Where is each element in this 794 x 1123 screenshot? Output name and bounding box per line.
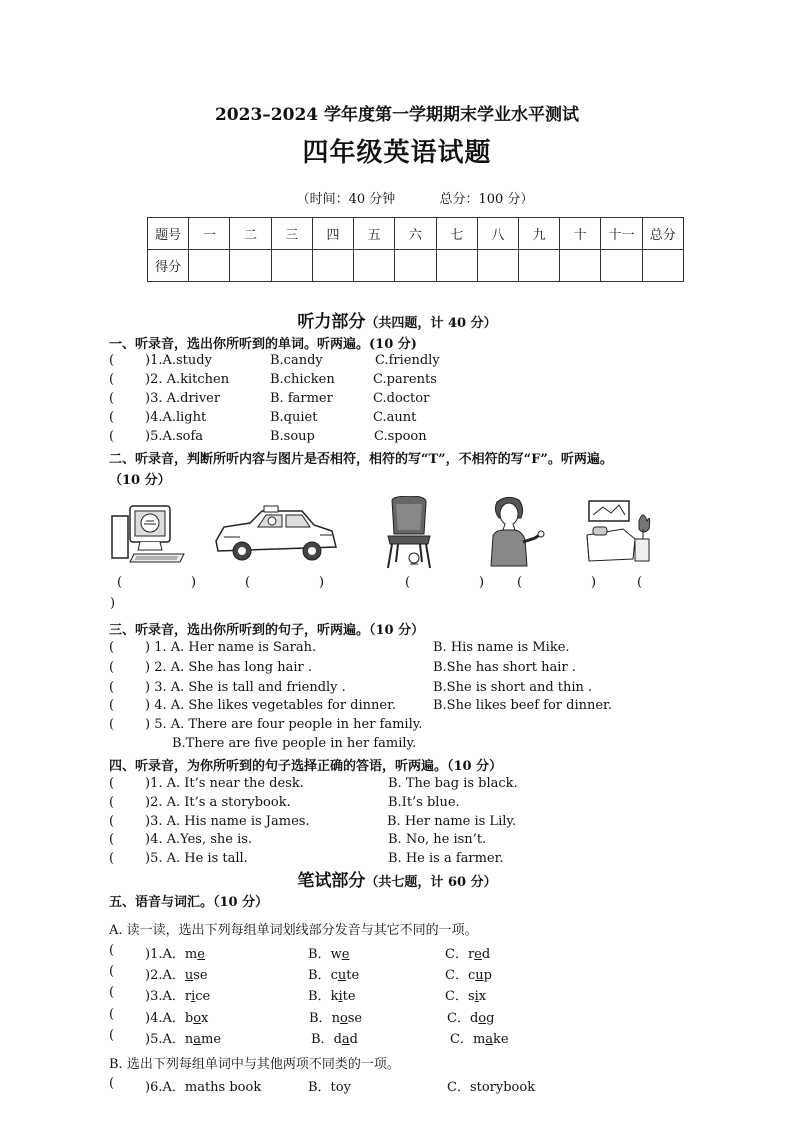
word-part: d (481, 947, 491, 962)
option-c (447, 1007, 494, 1026)
answer-paren[interactable]: ( (109, 776, 115, 791)
option-label: )3.A． (145, 989, 185, 1004)
option-a (145, 1028, 221, 1047)
answer-paren[interactable]: ( (109, 795, 115, 810)
option-b: B.She likes beef for dinner. (433, 698, 612, 713)
option-label: )5.A． (145, 1032, 185, 1047)
word-part: se (193, 968, 208, 983)
option-label: C． (445, 947, 468, 962)
word-part: se (347, 1011, 363, 1026)
option-a: )5. A. He is tall. (145, 851, 248, 866)
option-label: C． (447, 1011, 470, 1026)
option-a: )6.A．maths book (145, 1080, 262, 1095)
table-cell: 六 (395, 218, 436, 250)
option-a: )3. A.driver (145, 391, 221, 406)
option-b (308, 943, 349, 962)
word-part: me (201, 1032, 222, 1047)
word-part: m (472, 1032, 486, 1047)
answer-paren[interactable]: ( (109, 814, 115, 829)
underlined-letter: e (197, 947, 205, 962)
word-part: k (330, 989, 339, 1004)
answer-paren-close[interactable]: ) (591, 575, 597, 590)
table-cell: 十一 (601, 218, 642, 250)
answer-paren[interactable]: ( (109, 410, 115, 425)
answer-paren-open[interactable]: ( (117, 575, 123, 590)
option-a (145, 985, 210, 1004)
score-input-cell[interactable] (271, 250, 312, 282)
section-note: （共七题，计 60 分） (365, 875, 497, 890)
taxi-picture (210, 505, 340, 565)
option-b: B.quiet (270, 410, 318, 425)
option-b (308, 964, 359, 983)
underlined-letter: i (338, 989, 343, 1004)
option-a: )1. A. It’s near the desk. (145, 776, 304, 791)
score-table (147, 217, 684, 282)
table-cell: 五 (354, 218, 395, 250)
option-b: B. He is a farmer. (388, 851, 504, 866)
answer-paren[interactable]: ( (109, 429, 115, 444)
option-c (450, 1028, 509, 1047)
option-c (445, 985, 486, 1004)
table-cell: 四 (312, 218, 353, 250)
table-cell: 八 (477, 218, 518, 250)
option-b: B. farmer (270, 391, 333, 406)
word-part: n (331, 1011, 340, 1026)
word-part: c (330, 968, 338, 983)
underlined-letter: a (485, 1032, 494, 1047)
option-b: B.chicken (270, 372, 335, 387)
option-a: )3. A. His name is James. (145, 814, 310, 829)
score-input-cell[interactable] (312, 250, 353, 282)
answer-paren[interactable]: ( (109, 717, 115, 732)
option-c (445, 964, 492, 983)
table-cell: 总分 (642, 218, 683, 250)
option-label: B． (309, 1011, 332, 1026)
word-part: s (467, 989, 475, 1004)
answer-paren[interactable]: ( (109, 964, 115, 979)
score-input-cell[interactable] (601, 250, 642, 282)
option-label: B． (311, 1032, 334, 1047)
underlined-letter: o (193, 1011, 202, 1026)
option-a: )2. A.kitchen (145, 372, 230, 387)
answer-paren-open[interactable]: ( (245, 575, 251, 590)
bed-room-picture (583, 499, 653, 567)
underlined-letter: a (341, 1032, 350, 1047)
answer-paren[interactable]: ( (109, 680, 115, 695)
score-table-header-row (148, 218, 684, 250)
option-c: C．storybook (447, 1080, 536, 1095)
word-part: d (349, 1032, 358, 1047)
time-and-score-line (0, 188, 794, 207)
answer-paren[interactable]: ( (109, 353, 115, 368)
option-label: B． (308, 947, 331, 962)
answer-paren[interactable]: ( (109, 391, 115, 406)
option-label: B． (308, 968, 331, 983)
word-part: x (478, 989, 487, 1004)
option-a (145, 943, 205, 962)
option-label: B． (308, 989, 331, 1004)
word-part: r (467, 947, 475, 962)
table-cell: 七 (436, 218, 477, 250)
option-c: C.doctor (373, 391, 430, 406)
section2-heading-score: （10 分） (109, 473, 171, 488)
score-table-score-row (148, 250, 684, 282)
option-b: B. His name is Mike. (433, 640, 570, 655)
option-b: B.She has short hair . (433, 660, 576, 675)
word-part: x (201, 1011, 209, 1026)
answer-paren-open[interactable]: ( (405, 575, 411, 590)
answer-paren-open[interactable]: ( (517, 575, 523, 590)
listening-section-title (0, 307, 794, 332)
option-c: C.spoon (374, 429, 427, 444)
option-label: C． (445, 989, 468, 1004)
option-label: )4.A． (145, 1011, 185, 1026)
written-section-title (0, 866, 794, 891)
option-b: B.candy (270, 353, 323, 368)
table-cell: 一 (189, 218, 230, 250)
option-b: B．toy (308, 1080, 351, 1095)
option-c: C.parents (373, 372, 437, 387)
option-a: ) 4. A. She likes vegetables for dinner. (145, 698, 397, 713)
option-a: )4. A.Yes, she is. (145, 832, 253, 847)
table-cell: 题号 (148, 218, 189, 250)
option-a: )2. A. It’s a storybook. (145, 795, 291, 810)
answer-paren[interactable]: ( (109, 985, 115, 1000)
option-b: B. The bag is black. (388, 776, 518, 791)
option-c (445, 943, 490, 962)
option-label: C． (445, 968, 468, 983)
option-a: )4.A.light (145, 410, 207, 425)
option-label: C． (450, 1032, 473, 1047)
answer-paren[interactable]: ( (109, 832, 115, 847)
answer-paren-close[interactable]: ) (191, 575, 197, 590)
underlined-letter: i (474, 989, 479, 1004)
underlined-letter: u (337, 968, 347, 983)
woman-picture (483, 494, 545, 568)
word-part: b (184, 1011, 194, 1026)
score-input-cell[interactable] (189, 250, 230, 282)
word-part: w (330, 947, 342, 962)
option-label: )2.A． (145, 968, 185, 983)
option-a: )5.A.sofa (145, 429, 204, 444)
score-input-cell[interactable] (230, 250, 271, 282)
score-input-cell[interactable] (354, 250, 395, 282)
option-b (308, 985, 356, 1004)
exam-title-line2: 四年级英语试题 (302, 138, 492, 168)
answer-paren-close[interactable]: ) (479, 575, 485, 590)
option-a: ) 3. A. She is tall and friendly . (145, 680, 346, 695)
word-part: p (483, 968, 492, 983)
section1-heading: 一、听录音，选出你所听到的单词。听两遍。(10 分) (109, 337, 417, 352)
answer-paren[interactable]: ( (109, 1076, 115, 1091)
option-c: C.aunt (373, 410, 417, 425)
option-a (145, 964, 208, 983)
underlined-letter: i (191, 989, 196, 1004)
chair-picture (384, 496, 434, 570)
option-a: )1.A.study (145, 353, 212, 368)
answer-paren-close[interactable]: ) (110, 596, 116, 611)
score-input-cell[interactable] (518, 250, 559, 282)
answer-paren-open[interactable]: ( (637, 575, 643, 590)
word-part: ce (195, 989, 211, 1004)
word-part: te (342, 989, 356, 1004)
table-cell: 九 (518, 218, 559, 250)
score-input-cell[interactable] (642, 250, 683, 282)
option-label: )1.A． (145, 947, 185, 962)
option-b: B. Her name is Lily. (387, 814, 517, 829)
answer-paren[interactable]: ( (109, 640, 115, 655)
section4-heading: 四、听录音，为你所听到的句子选择正确的答语，听两遍。（10 分） (109, 759, 503, 774)
computer-picture (110, 502, 188, 568)
underlined-letter: e (341, 947, 350, 962)
word-part: d (333, 1032, 342, 1047)
total-score-info: 总分：100 分） (439, 192, 534, 207)
section2-heading: 二、听录音，判断所听内容与图片是否相符，相符的写“T”，不相符的写“F”。听两遍。 (109, 452, 613, 467)
part-a-instruction: A. 读一读，选出下列每组单词划线部分发音与其它不同的一项。 (109, 923, 478, 938)
answer-paren-close[interactable]: ) (319, 575, 325, 590)
section-note: （共四题，计 40 分） (365, 316, 497, 331)
score-input-cell[interactable] (477, 250, 518, 282)
score-input-cell[interactable] (436, 250, 477, 282)
option-a (145, 1007, 208, 1026)
exam-title-line1: 2023–2024 学年度第一学期期末学业水平测试 (214, 105, 580, 125)
table-cell: 十 (560, 218, 601, 250)
underlined-letter: o (478, 1011, 487, 1026)
option-b: B.soup (270, 429, 315, 444)
word-part: n (184, 1032, 194, 1047)
section5-heading: 五、语音与词汇。（10 分） (109, 895, 269, 910)
word-part: c (467, 968, 476, 983)
word-part: m (184, 947, 198, 962)
option-b: B.She is short and thin . (433, 680, 593, 695)
table-cell: 得分 (148, 250, 189, 282)
answer-paren[interactable]: ( (109, 1028, 115, 1043)
answer-paren[interactable]: ( (109, 660, 115, 675)
answer-paren[interactable]: ( (109, 1007, 115, 1022)
answer-paren[interactable]: ( (109, 372, 115, 387)
option-a: ) 5. A. There are four people in her family. (145, 717, 423, 732)
option-b (311, 1028, 358, 1047)
word-part: g (486, 1011, 495, 1026)
option-b: B. No, he isn’t. (388, 832, 487, 847)
score-input-cell[interactable] (560, 250, 601, 282)
option-b (309, 1007, 362, 1026)
option-c: C.friendly (375, 353, 440, 368)
underlined-letter: u (475, 968, 484, 983)
word-part: d (469, 1011, 479, 1026)
option-b: B.It’s blue. (388, 795, 460, 810)
option-a: ) 1. A. Her name is Sarah. (145, 640, 317, 655)
table-cell: 二 (230, 218, 271, 250)
word-part: ke (493, 1032, 509, 1047)
section-title-text: 听力部分 (297, 312, 366, 332)
underlined-letter: e (474, 947, 482, 962)
score-input-cell[interactable] (395, 250, 436, 282)
word-part: te (346, 968, 360, 983)
table-cell: 三 (271, 218, 312, 250)
section3-heading: 三、听录音，选出你所听到的句子，听两遍。（10 分） (109, 623, 425, 638)
answer-paren[interactable]: ( (109, 851, 115, 866)
underlined-letter: u (184, 968, 194, 983)
underlined-letter: a (193, 1032, 202, 1047)
section-title-text: 笔试部分 (297, 871, 366, 891)
part-b-instruction: B. 选出下列每组单词中与其他两项不同类的一项。 (109, 1057, 400, 1072)
answer-paren[interactable]: ( (109, 943, 115, 958)
answer-paren[interactable]: ( (109, 698, 115, 713)
underlined-letter: o (339, 1011, 348, 1026)
time-info: （时间：40 分钟 (296, 192, 396, 207)
word-part: r (184, 989, 192, 1004)
option-a: ) 2. A. She has long hair . (145, 660, 312, 675)
option-b: B.There are five people in her family. (172, 736, 417, 751)
